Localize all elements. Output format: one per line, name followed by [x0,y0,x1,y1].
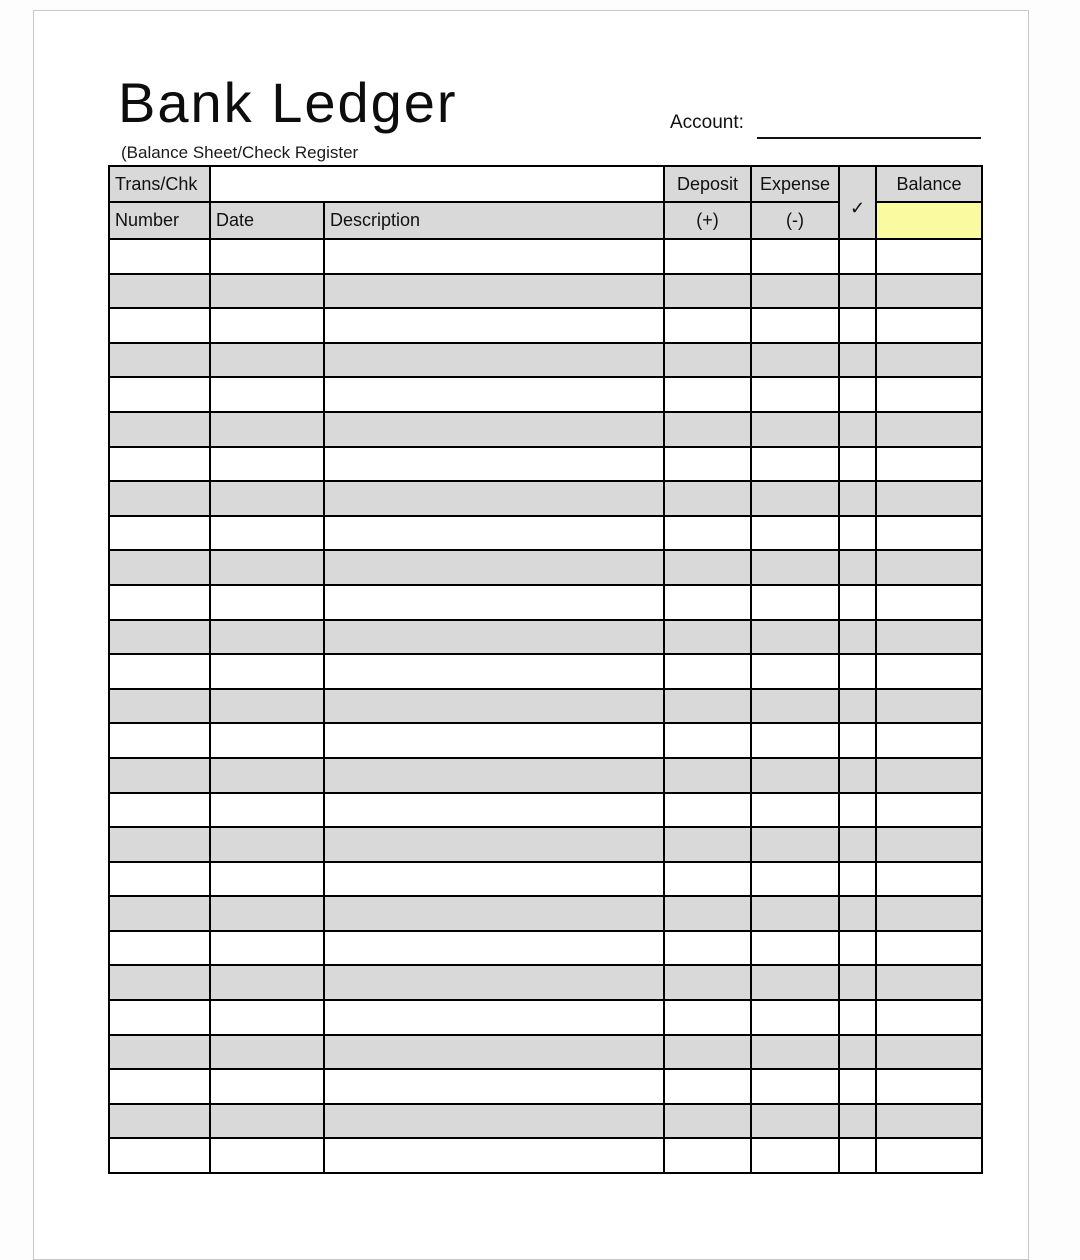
ledger-cell-check[interactable] [839,862,876,897]
ledger-cell-balance[interactable] [876,689,982,724]
ledger-cell-description[interactable] [324,1104,664,1139]
ledger-cell-number[interactable] [109,654,210,689]
ledger-row [109,447,982,482]
ledger-cell-number[interactable] [109,965,210,1000]
ledger-cell-date[interactable] [210,793,324,828]
ledger-cell-date[interactable] [210,620,324,655]
ledger-cell-deposit[interactable] [664,239,751,274]
ledger-cell-expense[interactable] [751,723,839,758]
ledger-cell-number[interactable] [109,896,210,931]
ledger-cell-date[interactable] [210,550,324,585]
ledger-cell-description[interactable] [324,620,664,655]
ledger-row [109,343,982,378]
ledger-cell-description[interactable] [324,827,664,862]
ledger-cell-date[interactable] [210,827,324,862]
ledger-cell-deposit[interactable] [664,412,751,447]
ledger-cell-description[interactable] [324,412,664,447]
ledger-cell-date[interactable] [210,343,324,378]
ledger-cell-description[interactable] [324,516,664,551]
header-description: Description [324,202,664,239]
ledger-cell-expense[interactable] [751,620,839,655]
ledger-cell-deposit[interactable] [664,377,751,412]
ledger-cell-date[interactable] [210,689,324,724]
ledger-row [109,689,982,724]
ledger-cell-number[interactable] [109,1069,210,1104]
ledger-cell-number[interactable] [109,377,210,412]
ledger-row [109,896,982,931]
ledger-cell-expense[interactable] [751,412,839,447]
ledger-cell-number[interactable] [109,308,210,343]
ledger-cell-number[interactable] [109,827,210,862]
ledger-cell-check[interactable] [839,377,876,412]
ledger-cell-number[interactable] [109,239,210,274]
ledger-cell-expense[interactable] [751,516,839,551]
ledger-cell-description[interactable] [324,1138,664,1173]
ledger-cell-number[interactable] [109,516,210,551]
ledger-row [109,550,982,585]
ledger-row [109,827,982,862]
ledger-cell-description[interactable] [324,274,664,309]
ledger-cell-description[interactable] [324,1035,664,1070]
ledger-cell-date[interactable] [210,1035,324,1070]
ledger-cell-balance[interactable] [876,516,982,551]
ledger-row [109,481,982,516]
ledger-cell-check[interactable] [839,481,876,516]
ledger-cell-expense[interactable] [751,654,839,689]
ledger-cell-check[interactable] [839,1138,876,1173]
ledger-row [109,1138,982,1173]
header-deposit-sign: (+) [664,202,751,239]
ledger-cell-check[interactable] [839,689,876,724]
ledger-cell-date[interactable] [210,931,324,966]
ledger-cell-description[interactable] [324,1069,664,1104]
ledger-row [109,1104,982,1139]
ledger-cell-deposit[interactable] [664,1035,751,1070]
ledger-cell-deposit[interactable] [664,723,751,758]
ledger-cell-deposit[interactable] [664,758,751,793]
ledger-cell-deposit[interactable] [664,827,751,862]
account-label: Account: [670,112,744,133]
ledger-cell-number[interactable] [109,274,210,309]
header-expense-sign: (-) [751,202,839,239]
ledger-cell-balance[interactable] [876,1104,982,1139]
ledger-cell-description[interactable] [324,1000,664,1035]
ledger-cell-balance[interactable] [876,447,982,482]
ledger-cell-description[interactable] [324,343,664,378]
ledger-cell-expense[interactable] [751,827,839,862]
ledger-cell-balance[interactable] [876,377,982,412]
ledger-cell-number[interactable] [109,689,210,724]
ledger-cell-date[interactable] [210,585,324,620]
ledger-cell-date[interactable] [210,896,324,931]
ledger-cell-number[interactable] [109,793,210,828]
ledger-cell-description[interactable] [324,793,664,828]
ledger-cell-expense[interactable] [751,550,839,585]
ledger-cell-check[interactable] [839,758,876,793]
header-deposit: Deposit [664,166,751,202]
ledger-cell-balance[interactable] [876,1138,982,1173]
ledger-cell-balance[interactable] [876,585,982,620]
ledger-row [109,620,982,655]
ledger-cell-expense[interactable] [751,896,839,931]
ledger-cell-expense[interactable] [751,1104,839,1139]
ledger-cell-check[interactable] [839,1000,876,1035]
ledger-cell-date[interactable] [210,377,324,412]
ledger-cell-check[interactable] [839,931,876,966]
ledger-cell-expense[interactable] [751,239,839,274]
ledger-cell-check[interactable] [839,1035,876,1070]
ledger-cell-number[interactable] [109,723,210,758]
ledger-row [109,274,982,309]
ledger-cell-balance[interactable] [876,862,982,897]
header-spacer [210,166,664,202]
ledger-cell-balance[interactable] [876,343,982,378]
ledger-cell-date[interactable] [210,1104,324,1139]
ledger-cell-check[interactable] [839,965,876,1000]
ledger-cell-expense[interactable] [751,274,839,309]
ledger-cell-expense[interactable] [751,1069,839,1104]
ledger-cell-expense[interactable] [751,481,839,516]
ledger-cell-check[interactable] [839,620,876,655]
ledger-cell-description[interactable] [324,931,664,966]
ledger-cell-deposit[interactable] [664,654,751,689]
ledger-cell-number[interactable] [109,1138,210,1173]
ledger-body [109,239,982,1173]
ledger-row [109,239,982,274]
ledger-row [109,1069,982,1104]
ledger-cell-expense[interactable] [751,343,839,378]
ledger-cell-description[interactable] [324,481,664,516]
ledger-cell-balance[interactable] [876,896,982,931]
ledger-page [33,10,1029,1260]
ledger-cell-check[interactable] [839,1069,876,1104]
ledger-cell-deposit[interactable] [664,447,751,482]
ledger-cell-date[interactable] [210,308,324,343]
ledger-cell-deposit[interactable] [664,1104,751,1139]
ledger-cell-check[interactable] [839,654,876,689]
ledger-row [109,377,982,412]
ledger-row [109,793,982,828]
ledger-cell-expense[interactable] [751,585,839,620]
ledger-cell-date[interactable] [210,965,324,1000]
ledger-cell-check[interactable] [839,447,876,482]
ledger-row [109,723,982,758]
account-input-line[interactable] [757,114,981,139]
ledger-cell-deposit[interactable] [664,343,751,378]
ledger-cell-deposit[interactable] [664,585,751,620]
ledger-row [109,308,982,343]
ledger-cell-balance[interactable] [876,1000,982,1035]
ledger-cell-description[interactable] [324,862,664,897]
ledger-cell-balance[interactable] [876,758,982,793]
ledger-cell-balance[interactable] [876,308,982,343]
ledger-cell-description[interactable] [324,308,664,343]
checkmark-icon: ✓ [839,166,876,239]
ledger-row [109,965,982,1000]
ledger-cell-number[interactable] [109,343,210,378]
ledger-cell-date[interactable] [210,274,324,309]
ledger-cell-date[interactable] [210,723,324,758]
ledger-cell-check[interactable] [839,793,876,828]
ledger-cell-expense[interactable] [751,1035,839,1070]
ledger-cell-deposit[interactable] [664,689,751,724]
ledger-row [109,654,982,689]
ledger-cell-deposit[interactable] [664,620,751,655]
page-title: Bank Ledger [118,71,458,134]
ledger-cell-description[interactable] [324,239,664,274]
ledger-cell-date[interactable] [210,1000,324,1035]
ledger-cell-description[interactable] [324,585,664,620]
ledger-cell-description[interactable] [324,654,664,689]
ledger-row [109,931,982,966]
ledger-cell-date[interactable] [210,412,324,447]
ledger-cell-number[interactable] [109,620,210,655]
ledger-cell-deposit[interactable] [664,516,751,551]
ledger-cell-expense[interactable] [751,1138,839,1173]
ledger-cell-deposit[interactable] [664,481,751,516]
ledger-cell-date[interactable] [210,758,324,793]
ledger-cell-number[interactable] [109,447,210,482]
ledger-cell-number[interactable] [109,758,210,793]
ledger-cell-balance[interactable] [876,481,982,516]
ledger-cell-description[interactable] [324,689,664,724]
ledger-cell-check[interactable] [839,239,876,274]
ledger-cell-expense[interactable] [751,377,839,412]
ledger-cell-check[interactable] [839,723,876,758]
ledger-cell-deposit[interactable] [664,965,751,1000]
ledger-row [109,1000,982,1035]
ledger-cell-deposit[interactable] [664,550,751,585]
ledger-cell-deposit[interactable] [664,862,751,897]
ledger-cell-expense[interactable] [751,447,839,482]
ledger-cell-balance[interactable] [876,827,982,862]
ledger-cell-number[interactable] [109,585,210,620]
ledger-cell-date[interactable] [210,862,324,897]
ledger-cell-expense[interactable] [751,308,839,343]
ledger-cell-deposit[interactable] [664,1069,751,1104]
header-balance: Balance [876,166,982,202]
ledger-cell-description[interactable] [324,896,664,931]
ledger-cell-deposit[interactable] [664,896,751,931]
ledger-cell-date[interactable] [210,447,324,482]
ledger-cell-deposit[interactable] [664,1138,751,1173]
ledger-cell-balance[interactable] [876,1069,982,1104]
ledger-cell-check[interactable] [839,827,876,862]
ledger-cell-number[interactable] [109,481,210,516]
ledger-cell-check[interactable] [839,896,876,931]
ledger-cell-balance[interactable] [876,931,982,966]
ledger-row [109,862,982,897]
ledger-cell-balance[interactable] [876,239,982,274]
page-subtitle: (Balance Sheet/Check Register [121,143,359,162]
starting-balance-cell[interactable] [876,202,982,239]
ledger-cell-date[interactable] [210,481,324,516]
ledger-row [109,758,982,793]
ledger-cell-number[interactable] [109,1035,210,1070]
ledger-cell-description[interactable] [324,723,664,758]
ledger-row [109,412,982,447]
ledger-cell-deposit[interactable] [664,1000,751,1035]
ledger-cell-number[interactable] [109,931,210,966]
ledger-cell-number[interactable] [109,412,210,447]
header-number: Number [109,202,210,239]
ledger-cell-check[interactable] [839,274,876,309]
ledger-cell-check[interactable] [839,516,876,551]
ledger-cell-description[interactable] [324,965,664,1000]
ledger-cell-expense[interactable] [751,689,839,724]
ledger-cell-deposit[interactable] [664,793,751,828]
ledger-cell-check[interactable] [839,343,876,378]
ledger-cell-check[interactable] [839,550,876,585]
ledger-cell-deposit[interactable] [664,274,751,309]
ledger-cell-balance[interactable] [876,654,982,689]
ledger-cell-expense[interactable] [751,793,839,828]
ledger-cell-number[interactable] [109,1104,210,1139]
ledger-cell-check[interactable] [839,1104,876,1139]
ledger-cell-date[interactable] [210,1069,324,1104]
ledger-cell-balance[interactable] [876,793,982,828]
ledger-cell-date[interactable] [210,1138,324,1173]
ledger-cell-expense[interactable] [751,1000,839,1035]
ledger-cell-expense[interactable] [751,965,839,1000]
ledger-cell-number[interactable] [109,550,210,585]
ledger-row [109,516,982,551]
ledger-cell-balance[interactable] [876,723,982,758]
ledger-cell-date[interactable] [210,654,324,689]
ledger-cell-description[interactable] [324,550,664,585]
header-expense: Expense [751,166,839,202]
ledger-cell-balance[interactable] [876,1035,982,1070]
ledger-cell-date[interactable] [210,516,324,551]
ledger-cell-balance[interactable] [876,965,982,1000]
ledger-cell-check[interactable] [839,412,876,447]
ledger-table [108,165,983,1174]
ledger-cell-expense[interactable] [751,862,839,897]
ledger-cell-expense[interactable] [751,931,839,966]
ledger-cell-balance[interactable] [876,620,982,655]
ledger-cell-expense[interactable] [751,758,839,793]
ledger-cell-description[interactable] [324,377,664,412]
ledger-cell-balance[interactable] [876,550,982,585]
ledger-cell-number[interactable] [109,1000,210,1035]
ledger-cell-balance[interactable] [876,274,982,309]
ledger-cell-deposit[interactable] [664,308,751,343]
ledger-cell-description[interactable] [324,447,664,482]
ledger-cell-deposit[interactable] [664,931,751,966]
ledger-cell-check[interactable] [839,585,876,620]
ledger-row [109,1035,982,1070]
ledger-cell-balance[interactable] [876,412,982,447]
ledger-cell-description[interactable] [324,758,664,793]
ledger-row [109,585,982,620]
ledger-cell-check[interactable] [839,308,876,343]
header-date: Date [210,202,324,239]
ledger-cell-date[interactable] [210,239,324,274]
ledger-cell-number[interactable] [109,862,210,897]
header-trans-chk: Trans/Chk [109,166,210,202]
